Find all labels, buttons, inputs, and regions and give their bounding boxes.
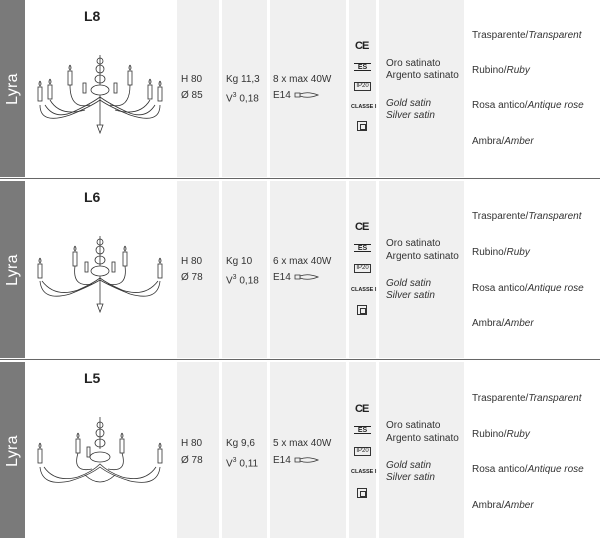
height-value: H 80	[181, 256, 203, 267]
double-insulation-icon	[357, 121, 367, 131]
collection-side-label: Lyra	[0, 0, 25, 177]
class-rating: CLASSE I	[351, 469, 377, 475]
ce-mark-icon: CE	[355, 40, 369, 52]
es-mark-icon: ES	[354, 426, 371, 434]
finish-it-2: Argento satinato	[386, 251, 459, 262]
color-ruby: Rubino/Ruby	[472, 247, 530, 258]
color-amber: Ambra/Amber	[472, 136, 534, 147]
candle-bulb-icon	[294, 91, 320, 99]
candle-bulb-icon	[294, 456, 320, 464]
ip-rating-icon: IP20	[354, 82, 371, 91]
certifications	[349, 181, 376, 358]
color-transparent: Trasparente/Transparent	[472, 211, 582, 222]
finish-it-1: Oro satinato	[386, 420, 441, 431]
candle-bulb-icon	[294, 273, 320, 281]
diameter-value: Ø 78	[181, 455, 203, 466]
model-code: L6	[84, 189, 101, 205]
finish-it-1: Oro satinato	[386, 238, 441, 249]
volume-value: $V^3$ 0,18	[226, 92, 259, 105]
ce-mark-icon: CE	[355, 221, 369, 233]
class-rating: CLASSE I	[351, 287, 377, 293]
chandelier-8-arms-icon	[30, 55, 170, 140]
finish-en-1: Gold satin	[386, 98, 432, 109]
ip-rating-icon: IP20	[354, 264, 371, 273]
bulb-spec: 8 x max 40W	[273, 74, 332, 85]
socket-spec: E14	[273, 90, 320, 102]
height-value: H 80	[181, 438, 203, 449]
collection-side-label: Lyra	[0, 362, 25, 538]
double-insulation-icon	[357, 488, 367, 498]
certifications	[349, 362, 376, 538]
model-code: L8	[84, 8, 101, 24]
color-amber: Ambra/Amber	[472, 318, 534, 329]
bulb-spec: 5 x max 40W	[273, 438, 332, 449]
color-ruby: Rubino/Ruby	[472, 65, 530, 76]
volume-value: $V^3$ 0,18	[226, 274, 259, 287]
product-row-l8	[0, 0, 600, 177]
double-insulation-icon	[357, 305, 367, 315]
finish-en-1: Gold satin	[386, 278, 432, 289]
ip-rating-icon: IP20	[354, 447, 371, 456]
color-amber: Ambra/Amber	[472, 500, 534, 511]
collection-side-label: Lyra	[0, 181, 25, 358]
finish-en-1: Gold satin	[386, 460, 432, 471]
volume-value: $V^3$ 0,11	[226, 457, 259, 470]
chandelier-6-arms-icon	[30, 236, 170, 321]
certifications	[349, 0, 376, 177]
color-antique-rose: Rosa antico/Antique rose	[472, 283, 584, 294]
bulb-spec: 6 x max 40W	[273, 256, 332, 267]
finish-it-1: Oro satinato	[386, 58, 441, 69]
weight-value: Kg 10	[226, 256, 253, 267]
finish-en-2: Silver satin	[386, 110, 435, 121]
model-code: L5	[84, 370, 101, 386]
socket-spec: E14	[273, 455, 320, 467]
color-antique-rose: Rosa antico/Antique rose	[472, 464, 584, 475]
es-mark-icon: ES	[354, 63, 371, 71]
height-value: H 80	[181, 74, 203, 85]
weight-value: Kg 9,6	[226, 438, 255, 449]
finish-en-2: Silver satin	[386, 472, 435, 483]
chandelier-5-arms-icon	[30, 417, 170, 502]
color-transparent: Trasparente/Transparent	[472, 30, 582, 41]
weight-value: Kg 11,3	[226, 74, 260, 85]
ce-mark-icon: CE	[355, 403, 369, 415]
color-transparent: Trasparente/Transparent	[472, 393, 582, 404]
class-rating: CLASSE I	[351, 104, 377, 110]
diameter-value: Ø 78	[181, 272, 203, 283]
socket-spec: E14	[273, 272, 320, 284]
finish-it-2: Argento satinato	[386, 70, 459, 81]
color-antique-rose: Rosa antico/Antique rose	[472, 100, 584, 111]
product-row-l6	[0, 181, 600, 358]
color-ruby: Rubino/Ruby	[472, 429, 530, 440]
finish-en-2: Silver satin	[386, 290, 435, 301]
finish-it-2: Argento satinato	[386, 433, 459, 444]
product-row-l5	[0, 362, 600, 538]
diameter-value: Ø 85	[181, 90, 203, 101]
es-mark-icon: ES	[354, 244, 371, 252]
